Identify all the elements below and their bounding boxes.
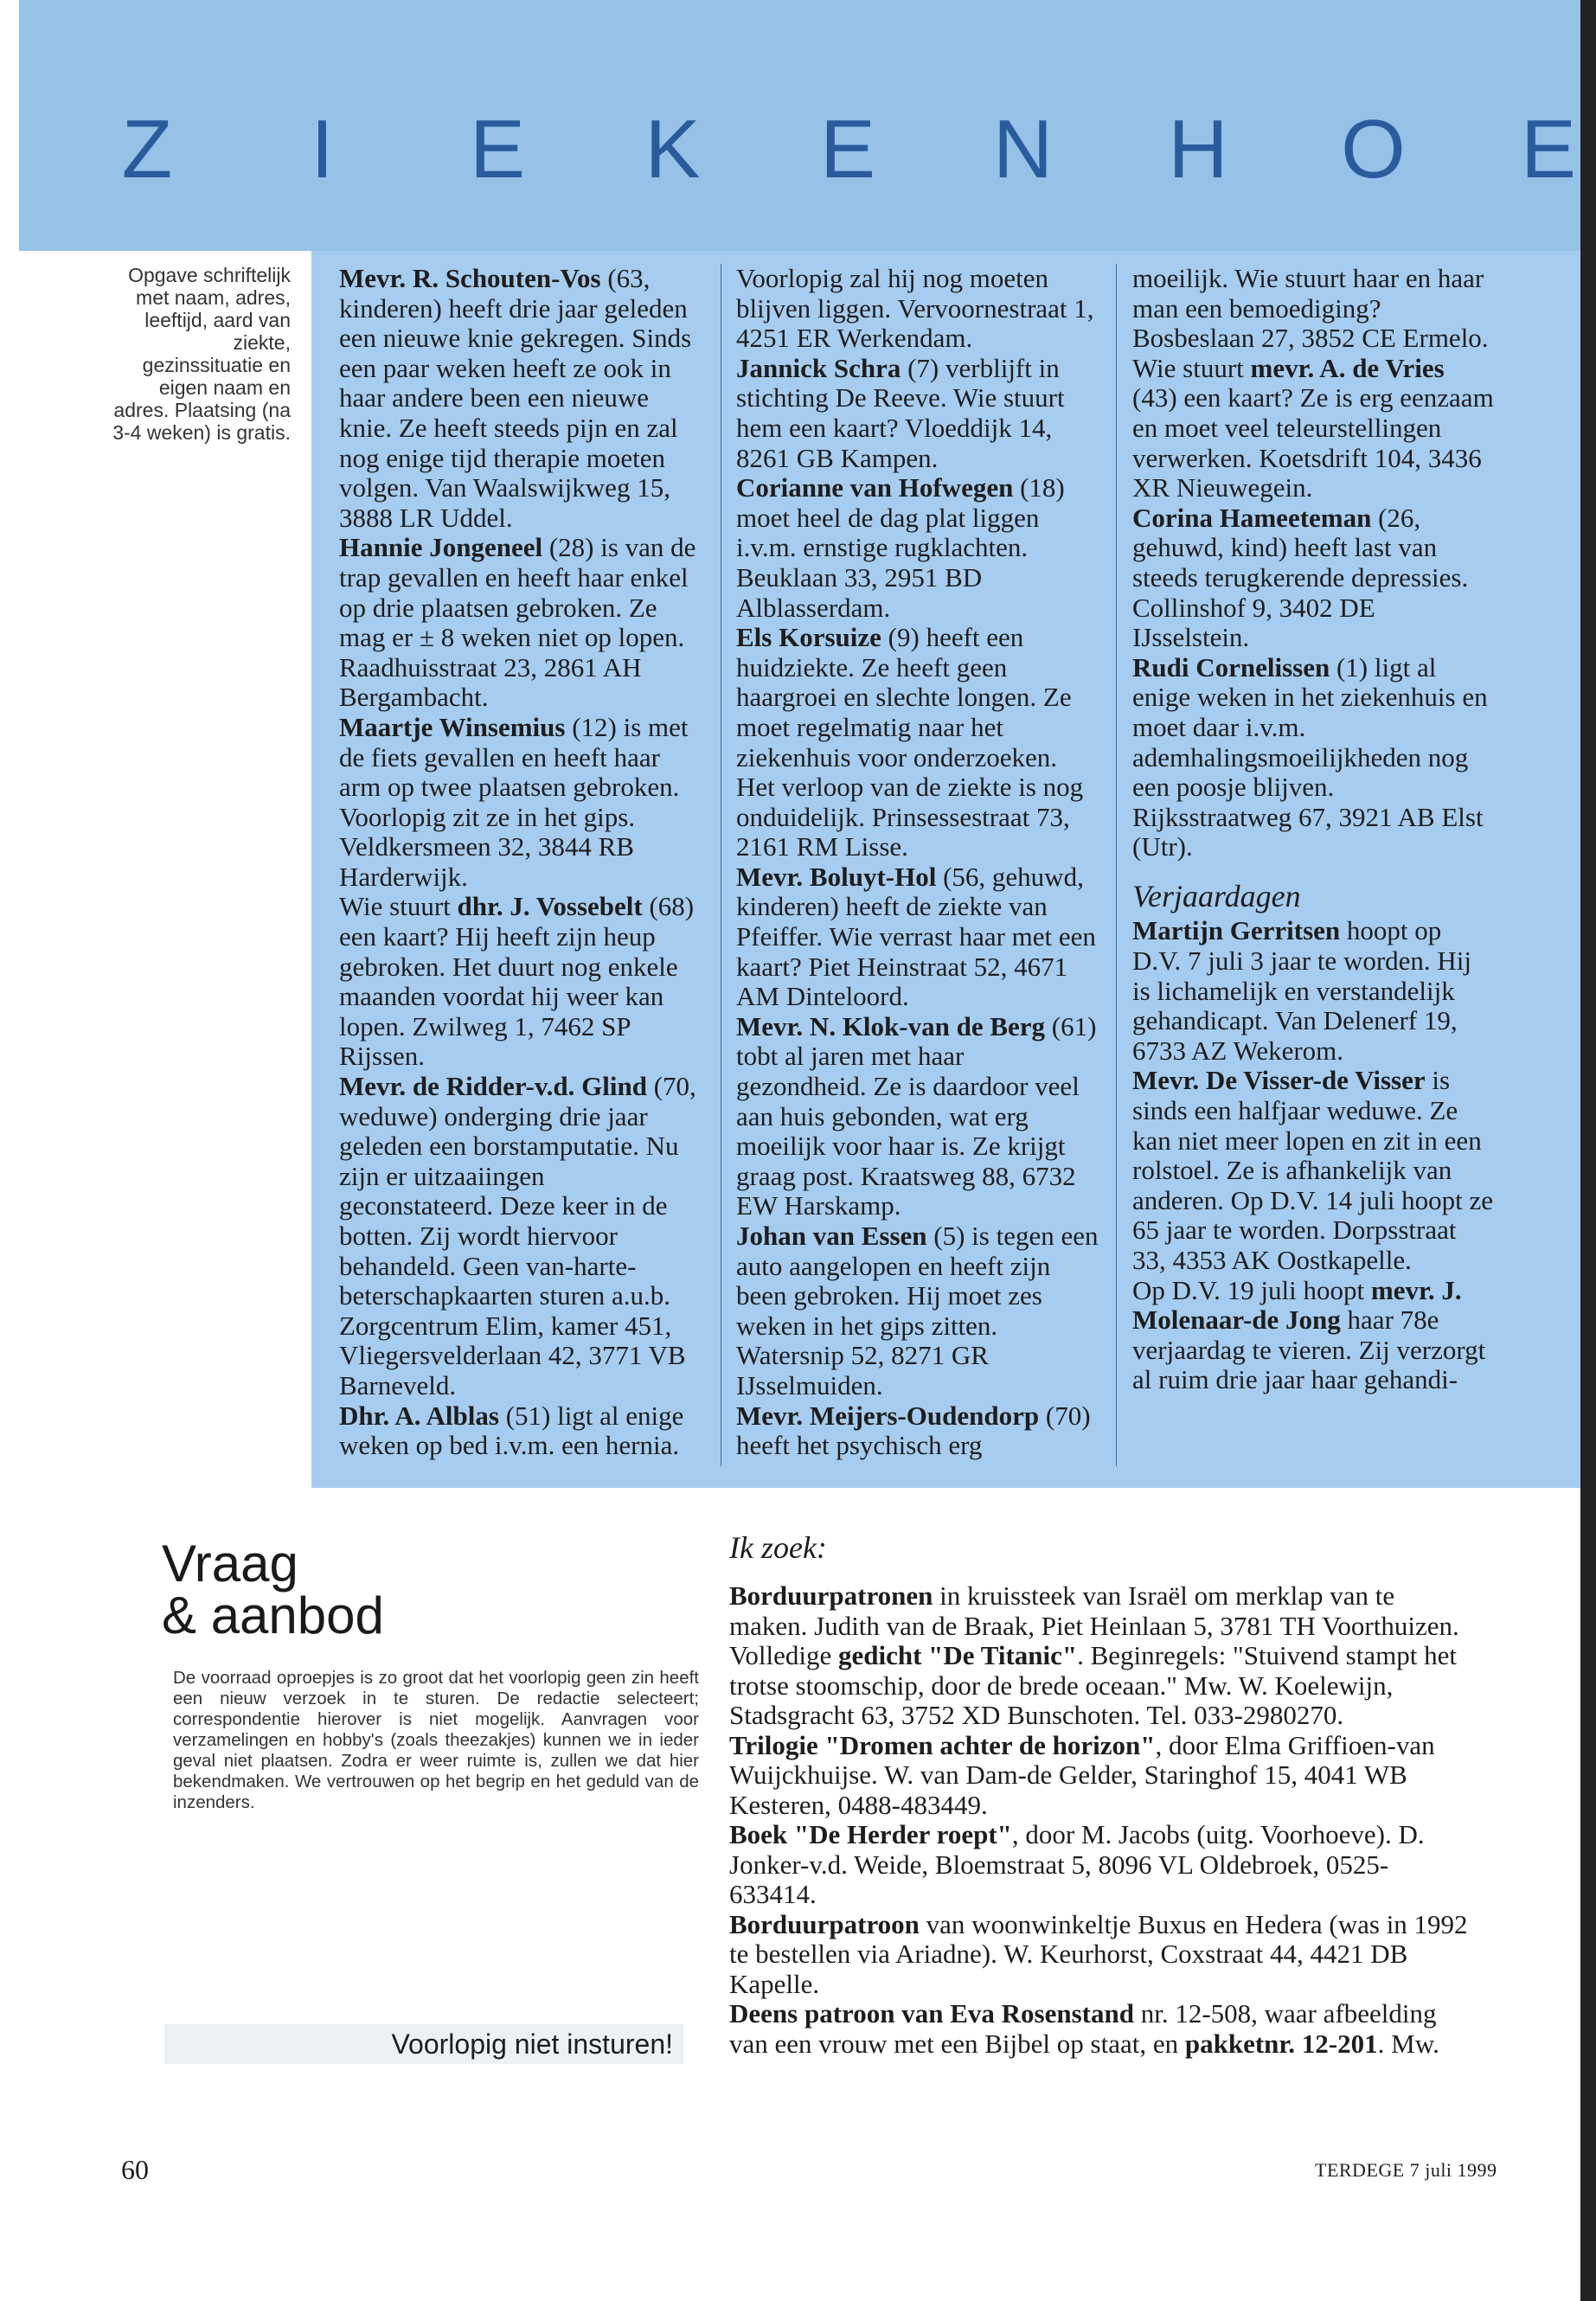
entry [339,264,702,533]
entry [736,354,1099,473]
entry-name: Borduurpatroon [729,1908,920,1939]
entry-text: (51) ligt al enige weken op bed i.v.m. een hernia. [339,1400,684,1461]
entry [736,264,1099,354]
banner-letter: K [644,103,701,195]
entry-text: (61) tobt al jaren met haar gezondheid. Ze is daardoor veel aan huis gebonden, wat erg moeilijk voor haar is. Ze krijgt graag post. Kraatsweg 88, 6732 EW Harskamp. [736,1010,1097,1221]
banner-letter: O [1341,103,1406,195]
entry-name: Mevr. de Ridder-v.d. Glind [339,1071,647,1102]
entry-name: Hannie Jongeneel [339,532,543,563]
column-divider [1116,264,1117,1466]
entry-text: (70) heeft het psychisch erg [736,1400,1091,1461]
entry [339,713,702,893]
entry-text: (9) heeft een huidziekte. Ze heeft geen haargroei en slechte longen. Ze moet regelmatig naar het ziekenhuis voor onderzoeken. Het verloop van de ziekte is nog onduidelijk. Prinsessestraat 73, 2161 RM Lisse. [736,622,1084,862]
verjaardagen-entries [1132,916,1496,1395]
entry-name: Boek "De Herder roept" [729,1819,1012,1849]
entry-text: Wie stuurt [339,891,458,922]
entry-text: (26, gehuwd, kind) heeft last van steeds terugkerende depressies. Collinshof 9, 3402 DE IJsselstein. [1132,502,1469,653]
entry-text: haar 78e verjaardag te vieren. Zij verzorgt al ruim drie jaar haar gehandi- [1132,1304,1486,1395]
entry-text: (28) is van de trap gevallen en heeft haar enkel op drie plaatsen gebroken. Ze mag er ± 8 weken niet op lopen. Raadhuisstraat 23, 2861 AH Bergambacht. [339,532,696,713]
entry-name: mevr. J. Molenaar-de Jong [1132,1274,1462,1336]
entry-name: Mevr. N. Klok-van de Berg [736,1010,1046,1042]
entry-text: (12) is met de fiets gevallen en heeft haar arm op twee plaatsen gebroken. Voorlopig zit ze in het gips. Veldkersmeen 32, 3844 RB Harderwijk. [339,711,689,892]
entry [1132,354,1496,503]
entry-text: (68) een kaart? Hij heeft zijn heup gebroken. Het duurt nog enkele maanden voordat hij weer kan lopen. Zwilweg 1, 7462 SP Rijssen. [339,891,695,1072]
entry [736,1401,1099,1461]
vraag-title-line: & aanbod [162,1586,384,1644]
entry [1132,1066,1496,1275]
entry-text: (5) is tegen een auto aangelopen en heeft zijn been gebroken. Hij moet zes weken in het gips zitten. Watersnip 52, 8271 GR IJsselmuiden. [736,1221,1099,1400]
entry-name: Mevr. Boluyt-Hol [736,861,937,892]
entry [736,862,1099,1012]
entry-text: (70, weduwe) onderging drie jaar geleden een borstamputatie. Nu zijn er uitzaaiingen geconstateerd. Deze keer in de botten. Zij wordt hiervoor behandeld. Geen van-harte-beterschapkaarten sturen a.u.b. Zorgcentrum Elim, kamer 451, Vliegersvelderlaan 42, 3771 VB Barneveld. [339,1071,696,1400]
entry-text: (63, kinderen) heeft drie jaar geleden een nieuwe knie gekregen. Sinds een paar weken heeft ze ook in haar andere been een nieuwe knie. Ze heeft steeds pijn en zal nog enige tijd therapie moeten volgen. Van Waalswijkweg 15, 3888 LR Uddel. [339,263,692,533]
column-1 [339,264,702,1461]
banner-letter: N [992,103,1054,195]
entry [339,1401,702,1461]
entry-text: (18) moet heel de dag plat liggen i.v.m. ernstige rugklachten. Beuklaan 33, 2951 BD Alblasserdam. [736,472,1065,623]
entry-text: (43) een kaart? Ze is erg eenzaam en moet veel teleurstellingen verwerken. Koetsdrift 104, 3436 XR Nieuwegein. [1132,382,1494,503]
entry-name: dhr. J. Vossebelt [457,891,643,922]
vraag-aanbod-text: De voorraad oproepjes is zo groot dat het voorlopig geen zin heeft een nieuw verzoek in te sturen. De redactie selecteert; correspondentie hierover is niet mogelijk. Aanvragen voor verzamelingen en hobby's (zoals theezakjes) kunnen we in ieder geval niet plaatsen. Zodra er weer ruimte is, zullen we dat hier bekendmaken. We vertrouwen op het begrip en het geduld van de inzenders. [173,1668,699,1812]
entry [729,1999,1473,2059]
ik-zoek-list [729,1581,1473,2059]
entry-text: nr. 12-508, waar afbeelding van een vrouw met een Bijbel op staat, en [729,1998,1437,2059]
page-number: 60 [121,2154,149,2185]
entry [729,1910,1473,2000]
entry-text: is sinds een halfjaar weduwe. Ze kan niet meer lopen en zit in een rolstoel. Ze is afhankelijk van anderen. Op D.V. 14 juli hoopt ze 65 jaar te worden. Dorpsstraat 33, 4353 AK Oostkapelle. [1132,1065,1493,1275]
entry-name: Martijn Gerritsen [1132,915,1341,946]
entry [1132,264,1496,354]
column-3 [1132,264,1496,1395]
entry-name: Trilogie "Dromen achter de horizon" [729,1729,1156,1760]
entry-name: Els Korsuize [736,622,881,653]
entry-text: (7) verblijft in stichting De Reeve. Wie stuurt hem een kaart? Vloeddijk 14, 8261 GB Kampen. [736,352,1065,473]
entry-name: Borduurpatronen [729,1580,933,1611]
entry-text: in kruissteek van Israël om merklap van te maken. Judith van de Braak, Piet Heinlaan 5, 3781 TH Voorthuizen. [729,1580,1459,1641]
entry-text: . Beginregels: "Stuivend stampt het trotse stoomschip, door de brede oceaan." Mw. W. Koelewijn, Stadsgracht 63, 3752 XD Bunschoten. Tel. 033-2980270. [729,1640,1457,1730]
column-3-entries [1132,264,1496,862]
entry-name: gedicht "De Titanic" [838,1640,1078,1670]
entry [729,1820,1473,1910]
banner-letter: E [819,103,876,195]
banner-letter: E [469,103,526,195]
entry [736,623,1099,862]
entry-name: Mevr. Meijers-Oudendorp [736,1400,1040,1431]
column-2 [736,264,1099,1461]
entry [729,1641,1473,1731]
entry-name: Mevr. R. Schouten-Vos [339,263,601,293]
entry-text: Voorlopig zal hij nog moeten blijven liggen. Vervoornestraat 1, 4251 ER Werkendam. [736,263,1094,354]
entry [1132,503,1496,653]
entry-name: Jannick Schra [736,352,901,383]
entry-text: . Mw. [1377,2028,1439,2059]
entry [729,1731,1473,1821]
entry-name: Dhr. A. Alblas [339,1400,499,1431]
entry-text: (56, gehuwd, kinderen) heeft de ziekte van Pfeiffer. Wie verrast haar met een kaart? Piet Heinstraat 52, 4671 AM Dinteloord. [736,861,1096,1012]
banner-letter: E [1520,103,1577,195]
vraag-title-line: Vraag [162,1535,298,1593]
entry [339,1072,702,1401]
entry-text: van woonwinkeltje Buxus en Hedera (was in 1992 te bestellen via Ariadne). W. Keurhorst, Coxstraat 44, 4421 DB Kapelle. [729,1908,1468,1999]
entry-name: Johan van Essen [736,1221,927,1251]
entry-name: Corina Hameeteman [1132,502,1372,533]
entry-text: (1) ligt al enige weken in het ziekenhuis en moet daar i.v.m. ademhalingsmoeilijkheden nog een poosje blijven. Rijksstraatweg 67, 3921 AB Elst (Utr). [1132,651,1488,862]
entry-text: Volledige [729,1640,838,1670]
entry-name: Mevr. De Visser-de Visser [1132,1065,1426,1096]
publication-footer: TERDEGE 7 juli 1999 [1315,2159,1497,2181]
entry [1132,1276,1496,1395]
entry-text: , door Elma Griffioen-van Wuijckhuijse. W. van Dam-de Gelder, Staringhof 15, 4041 WB Kesteren, 0488-483449. [729,1729,1435,1820]
entry-text: moeilijk. Wie stuurt haar en haar man een bemoediging? Bosbeslaan 27, 3852 CE Ermelo. [1132,263,1489,354]
vraag-aanbod-title [162,1535,384,1644]
banner-letter: I [311,103,334,195]
entry-name: Rudi Cornelissen [1132,651,1330,683]
entry-text: Op D.V. 19 juli hoopt [1132,1274,1371,1305]
entry [736,473,1099,623]
entry [1132,653,1496,862]
entry [736,1012,1099,1221]
banner-letter: Z [121,103,173,195]
entry-name: Deens patroon van Eva Rosenstand [729,1998,1134,2029]
verjaardagen-heading: Verjaardagen [1132,878,1301,913]
submission-note: Opgave schriftelijk met naam, adres, leeftijd, aard van ziekte, gezinssituatie en eigen naam en adres. Plaatsing (na 3-4 weken) is gratis. [112,264,291,444]
page-edge [1580,0,1596,2301]
entry [339,533,702,713]
entry [729,1581,1473,1641]
entry [339,892,702,1072]
do-not-send-notice: Voorlopig niet insturen! [164,2024,683,2064]
entry [1132,916,1496,1066]
banner-letter: H [1168,103,1228,195]
entry-text: Wie stuurt [1132,352,1251,383]
entry-name: Maartje Winsemius [339,711,566,742]
entry-name: Corianne van Hofwegen [736,472,1014,503]
section-banner [95,102,1596,197]
entry-text: , door M. Jacobs (uitg. Voorhoeve). D. Jonker-v.d. Weide, Bloemstraat 5, 8096 VL Oldebroek, 0525-633414. [729,1819,1425,1909]
entry [736,1221,1099,1401]
entry-name: mevr. A. de Vries [1250,352,1445,383]
entry-text: hoopt op D.V. 7 juli 3 jaar te worden. Hij is lichamelijk en verstandelijk gehandicapt. Van Delenerf 19, 6733 AZ Wekerom. [1132,915,1472,1066]
entry-name: pakketnr. 12-201 [1184,2028,1378,2059]
ik-zoek-heading: Ik zoek: [729,1530,827,1565]
